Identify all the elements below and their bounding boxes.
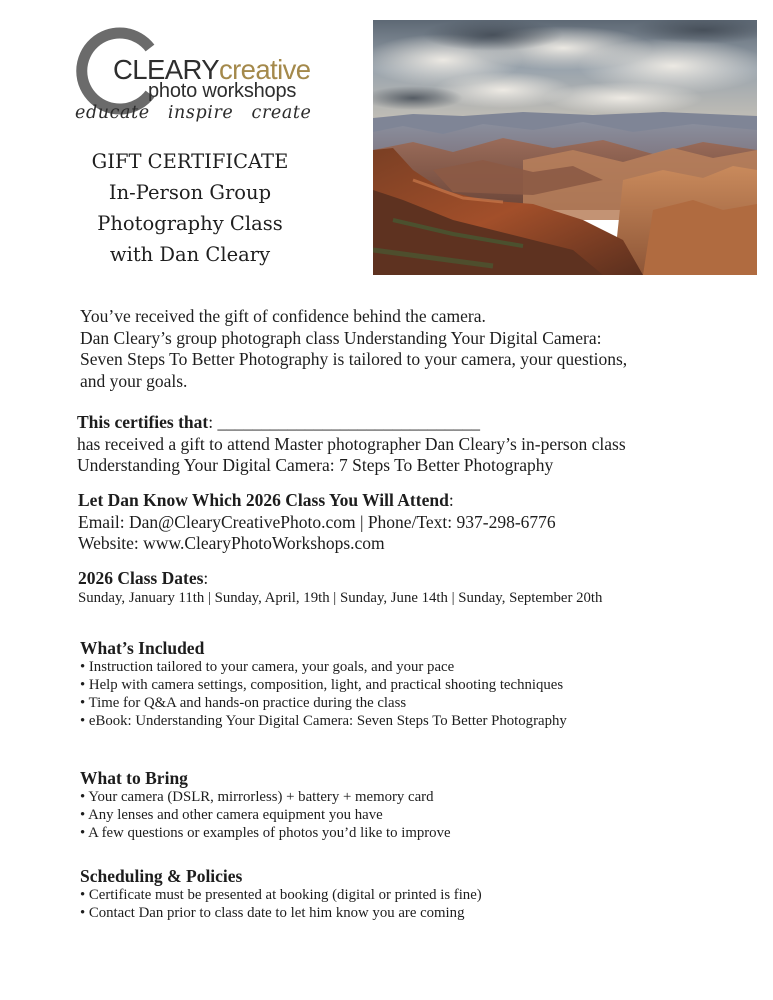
list-item: • Certificate must be presented at booking (digital or printed is fine): [80, 887, 482, 903]
certificate-subtitle-line-1: In-Person Group: [108, 181, 272, 204]
class-dates-heading: [78, 568, 602, 589]
intro-line-4: and your goals.: [80, 370, 188, 391]
contact-website: Website: www.ClearyPhotoWorkshops.com: [78, 533, 385, 553]
recipient-name-blank: ______________________________: [217, 412, 480, 432]
scheduling-policies-list: [80, 886, 482, 922]
certifies-colon: :: [208, 412, 218, 432]
contact-label: Let Dan Know Which 2026 Class You Will Attend: [78, 490, 449, 510]
contact-colon: :: [448, 490, 454, 510]
canyon-landscape-image: [373, 20, 757, 275]
intro-line-3: Seven Steps To Better Photography is tailored to your camera, your questions,: [80, 349, 628, 369]
cleary-creative-logo: [72, 26, 312, 132]
scheduling-policies-heading: Scheduling & Policies: [80, 866, 243, 886]
class-dates-colon: :: [203, 568, 209, 588]
list-item: • Instruction tailored to your camera, your goals, and your pace: [80, 659, 455, 675]
scheduling-policies-section: [80, 866, 482, 922]
logo-subtitle: photo workshops: [148, 80, 297, 102]
logo-brand-bold: CLEARY: [113, 54, 219, 85]
list-item: • eBook: Understanding Your Digital Camera: Seven Steps To Better Photography: [80, 713, 567, 729]
whats-included-heading: What’s Included: [80, 638, 205, 658]
what-to-bring-section: [80, 768, 451, 842]
class-dates-section: [78, 568, 602, 608]
contact-email-phone: Email: Dan@ClearyCreativePhoto.com | Phone/Text: 937-298-6776: [78, 511, 556, 532]
certificate-subtitle-line-2: Photography Class: [97, 212, 283, 235]
list-item: • Contact Dan prior to class date to let him know you are coming: [80, 905, 465, 921]
contact-section: [78, 490, 556, 555]
logo-tagline: educate inspire create: [75, 103, 312, 123]
certifies-line-1: has received a gift to attend Master photographer Dan Cleary’s in-person class: [77, 433, 626, 454]
whats-included-list: [80, 658, 567, 730]
class-dates-list: Sunday, January 11th | Sunday, April, 19th | Sunday, June 14th | Sunday, September 20th: [78, 590, 603, 606]
list-item: • A few questions or examples of photos you’d like to improve: [80, 825, 451, 841]
grand-canyon-photo: [373, 20, 757, 275]
what-to-bring-list: [80, 788, 451, 842]
certificate-title: GIFT CERTIFICATE: [91, 150, 289, 173]
certifies-line-2: Understanding Your Digital Camera: 7 Steps To Better Photography: [77, 455, 554, 475]
list-item: • Your camera (DSLR, mirrorless) + battery + memory card: [80, 789, 434, 805]
certificate-subtitle-line-3: with Dan Cleary: [109, 243, 271, 266]
certifies-section: [77, 412, 626, 477]
certifies-label: This certifies that: [77, 412, 209, 432]
whats-included-section: [80, 638, 567, 730]
list-item: • Help with camera settings, composition, light, and practical shooting techniques: [80, 677, 564, 693]
list-item: • Time for Q&A and hands-on practice during the class: [80, 695, 407, 711]
certificate-heading: [40, 146, 340, 270]
intro-paragraph: [80, 306, 627, 392]
intro-line-1: You’ve received the gift of confidence behind the camera.: [80, 306, 486, 326]
what-to-bring-heading: What to Bring: [80, 768, 188, 788]
intro-line-2: Dan Cleary’s group photograph class Understanding Your Digital Camera:: [80, 327, 602, 348]
class-dates-label: 2026 Class Dates: [78, 568, 204, 588]
logo-brand-light: creative: [218, 54, 311, 85]
list-item: • Any lenses and other camera equipment you have: [80, 807, 383, 823]
contact-heading: [78, 490, 556, 512]
certifies-recipient-row: [77, 412, 626, 434]
